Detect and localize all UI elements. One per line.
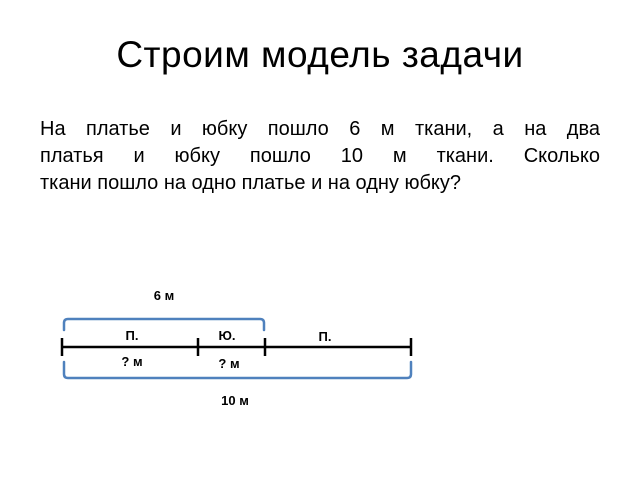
bottom-total-label: 10 м [221,393,249,408]
segment-1-top-label: П. [125,328,139,343]
problem-line-1: На платье и юбку пошло 6 м ткани, а на два [40,118,600,140]
problem-line-3: ткани пошло на одно платье и на одну юбку? [40,172,462,194]
top-total-label: 6 м [153,288,175,303]
slide-title: Строим модель задачи [116,34,524,75]
segment-2-bottom-label: ? м [218,356,240,371]
segment-3-top-label: П. [318,329,332,344]
segment-2-top-label: Ю. [218,328,236,343]
segment-1-bottom-label: ? м [121,354,143,369]
problem-line-2: платья и юбку пошло 10 м ткани. Сколько [40,145,600,167]
